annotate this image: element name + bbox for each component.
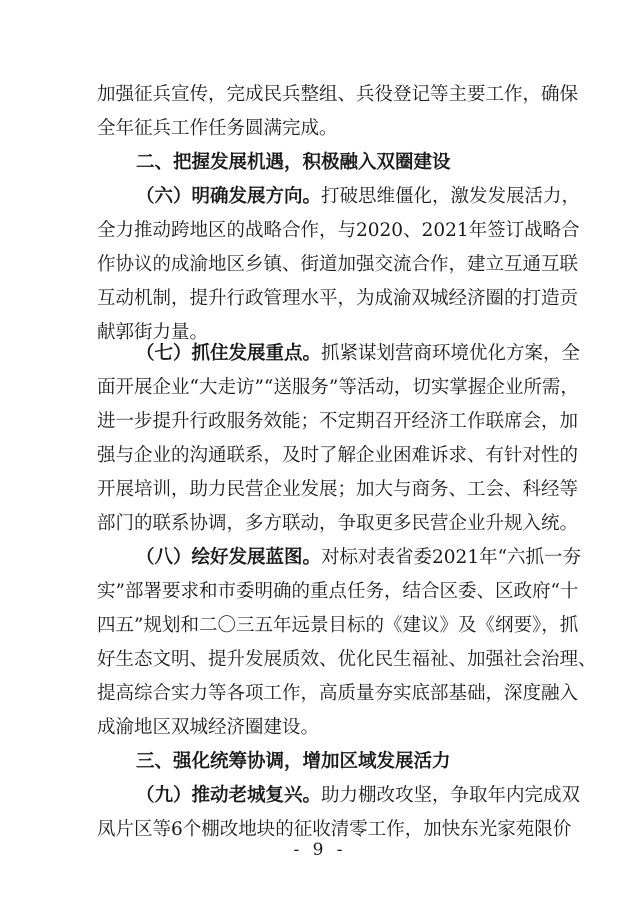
body-line: 面开展企业“大走访”“送服务”等活动，切实掌握企业所需， [97,377,579,398]
lead-heading-6: （六）明确发展方向。 [136,186,322,207]
body-line: 开展培训，助力民营企业发展；加大与商务、工会、科经等 [97,479,579,500]
lead-heading-8: （八）绘好发展蓝图。 [136,547,322,568]
body-line: 四五”规划和二〇三五年远景目标的《建议》及《纲要》，抓 [97,615,579,636]
lead-heading-7: （七）抓住发展重点。 [136,343,322,364]
body-line: 凤片区等6个棚改地块的征收清零工作，加快东光家苑限价 [97,819,572,840]
paragraph-8-first-line: （八）绘好发展蓝图。对标对表省委2021年“六抓一夯 [136,547,582,568]
body-line: 作协议的成渝地区乡镇、街道加强交流合作，建立互通互联 [97,254,579,275]
body-line: 进一步提升行政服务效能；不定期召开经济工作联席会，加 [97,411,579,432]
paragraph-7-first-line: （七）抓住发展重点。抓紧谋划营商环境优化方案，全 [136,343,581,364]
body-line: 全年征兵工作任务圆满完成。 [97,118,338,139]
body-line: 献郭街力量。 [97,322,209,343]
paragraph-9-first-line: （九）推动老城复兴。助力棚改攻坚，争取年内完成双 [136,785,581,806]
body-line: 加强征兵宣传，完成民兵整组、兵役登记等主要工作，确保 [97,84,579,105]
body-line: 互动机制，提升行政管理水平，为成渝双城经济圈的打造贡 [97,288,579,309]
body-line: 全力推动跨地区的战略合作，与2020、2021年签订战略合 [97,220,580,241]
section-heading-2: 二、把握发展机遇，积极融入双圈建设 [136,152,451,173]
body-line: 提高综合实力等各项工作，高质量夯实底部基础，深度融入 [97,683,579,704]
body-line: 强与企业的沟通联系，及时了解企业困难诉求、有针对性的 [97,445,579,466]
body-line: 部门的联系协调，多方联动，争取更多民营企业升规入统。 [97,513,579,534]
lead-heading-9: （九）推动老城复兴。 [136,785,322,806]
page-number: - 9 - [293,840,347,860]
body-line: 好生态文明、提升发展质效、优化民生福祉、加强社会治理、 [97,649,597,670]
body-line: 实”部署要求和市委明确的重点任务，结合区委、区政府“十 [97,581,579,602]
body-line: 成渝地区双城经济圈建设。 [97,717,320,738]
section-heading-3: 三、强化统筹协调，增加区域发展活力 [136,751,451,772]
paragraph-6-first-line: （六）明确发展方向。打破思维僵化，激发发展活力， [136,186,581,207]
